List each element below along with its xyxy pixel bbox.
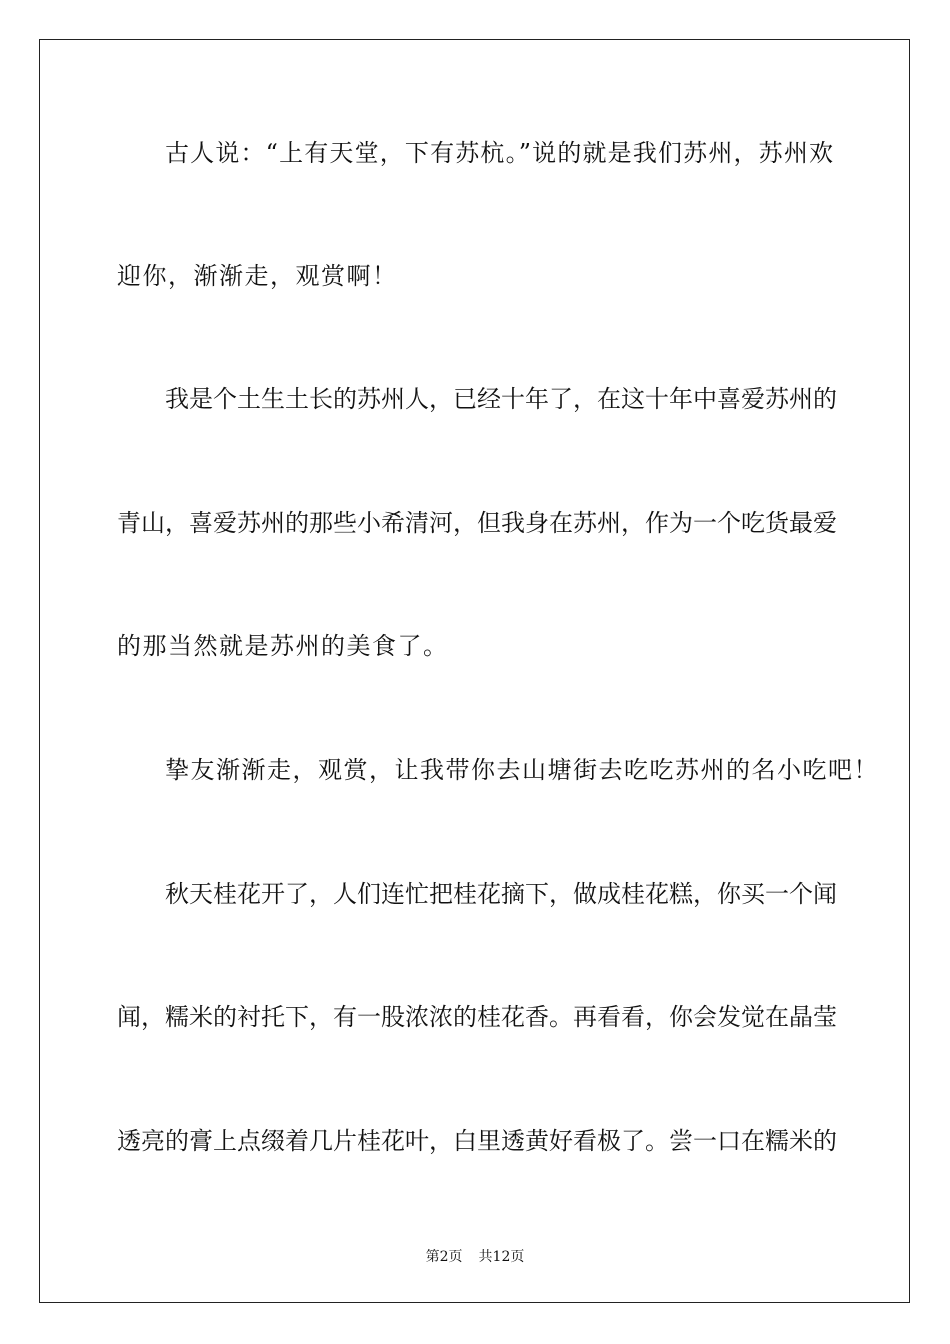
text-line: 秋天桂花开了，人们连忙把桂花摘下，做成桂花糕，你买一个闻 bbox=[165, 880, 837, 908]
text-line: 青山，喜爱苏州的那些小希清河，但我身在苏州，作为一个吃货最爱 bbox=[117, 509, 837, 537]
page-footer bbox=[0, 1248, 950, 1266]
text-line: 闻，糯米的衬托下，有一股浓浓的桂花香。再看看，你会发觉在晶莹 bbox=[117, 1003, 837, 1031]
page-border bbox=[39, 39, 910, 1303]
text-line: 我是个土生土长的苏州人，已经十年了，在这十年中喜爱苏州的 bbox=[165, 385, 837, 413]
text-line: 透亮的膏上点缀着几片桂花叶，白里透黄好看极了。尝一口在糯米的 bbox=[117, 1127, 837, 1155]
text-line: 迎你，渐渐走，观赏啊！ bbox=[117, 262, 398, 290]
page-total: 共12页 bbox=[478, 1249, 525, 1265]
text-line: 的那当然就是苏州的美食了。 bbox=[117, 632, 449, 660]
text-line: 挚友渐渐走，观赏，让我带你去山塘街去吃吃苏州的名小吃吧！ bbox=[165, 756, 879, 784]
page-number: 第2页 bbox=[425, 1249, 463, 1265]
text-line: 古人说：“上有天堂，下有苏杭。”说的就是我们苏州，苏州欢 bbox=[165, 139, 833, 167]
